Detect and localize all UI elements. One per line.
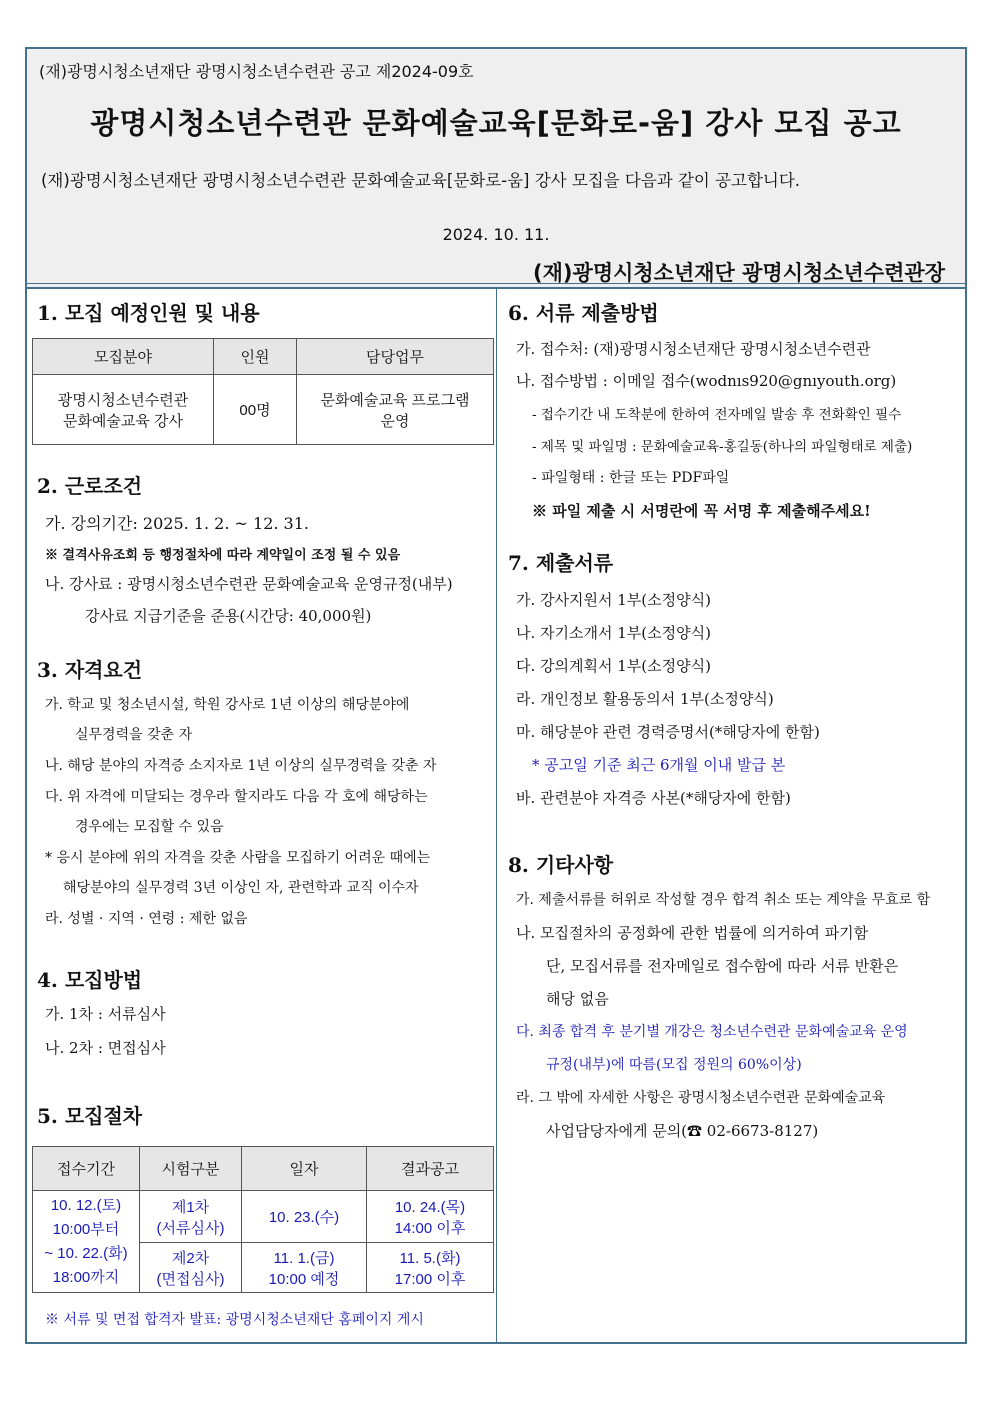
misc-line: 가. 제출서류를 허위로 작성할 경우 합격 취소 또는 계약을 무효로 함	[516, 892, 931, 908]
misc-line: 단, 모집서류를 전자메일로 접수함에 따라 서류 반환은	[546, 957, 899, 975]
doc-line: 바. 관련분야 자격증 사본(*해당자에 한함)	[516, 789, 791, 807]
intro-text: (재)광명시청소년재단 광명시청소년수련관 문화예술교육[문화로-움] 강사 모집을 다음과 같이 공고합니다.	[41, 171, 801, 190]
contact-line: 사업담당자에게 문의(☎ 02-6673-8127)	[546, 1122, 819, 1140]
section-8-heading: 8. 기타사항	[508, 853, 614, 877]
round2-date-l1: 11. 1.(금)	[273, 1249, 335, 1267]
th-field: 모집분야	[33, 339, 214, 375]
page-title: 광명시청소년수련관 문화예술교육[문화로-움] 강사 모집 공고	[90, 106, 902, 140]
duty-line1: 문화예술교육 프로그램	[320, 391, 470, 409]
qual-line: 가. 학교 및 청소년시설, 학원 강사로 1년 이상의 해당분야에	[45, 697, 410, 713]
round2-type-l1: 제2차	[171, 1249, 210, 1267]
fee-line2: 강사료 지급기준을 준용(시간당: 40,000원)	[85, 607, 372, 625]
cell-duty	[297, 375, 494, 445]
misc-line: 해당 없음	[546, 990, 609, 1008]
qual-line: 경우에는 모집할 수 있음	[75, 819, 224, 835]
notice-header	[27, 49, 965, 289]
fee-line1: 나. 강사료 : 광명시청소년수련관 문화예술교육 운영규정(내부)	[45, 575, 453, 593]
doc-line: 나. 자기소개서 1부(소정양식)	[516, 624, 711, 642]
submit-line: 나. 접수방법 : 이메일 접수(wodnıs920@gnıyouth.org)	[516, 372, 897, 390]
section-4-heading: 4. 모집방법	[37, 968, 143, 992]
submit-line: - 파일형태 : 한글 또는 PDF파일	[532, 470, 730, 486]
th-period: 접수기간	[33, 1147, 140, 1191]
period-line: 10:00부터	[52, 1220, 120, 1238]
round2-result-l1: 11. 5.(화)	[399, 1249, 461, 1267]
cell-field	[33, 375, 214, 445]
qual-line: 해당분야의 실무경력 3년 이상인 자, 관련학과 교직 이수자	[63, 880, 419, 896]
signer: (재)광명시청소년재단 광명시청소년수련관장	[533, 261, 945, 285]
qual-line: 나. 해당 분야의 자격증 소지자로 1년 이상의 실무경력을 갖춘 자	[45, 758, 437, 774]
misc-line-blue: 규정(내부)에 따름(모집 정원의 60%이상)	[546, 1057, 802, 1073]
recruit-table	[32, 338, 494, 445]
section-1-heading: 1. 모집 예정인원 및 내용	[37, 301, 260, 325]
doc-line: 가. 강사지원서 1부(소정양식)	[516, 591, 711, 609]
section-5-heading: 5. 모집절차	[37, 1104, 143, 1128]
result-note: ※ 서류 및 면접 합격자 발표: 광명시청소년재단 홈페이지 게시	[45, 1312, 424, 1328]
submit-line: - 접수기간 내 도착분에 한하여 전자메일 발송 후 전화확인 필수	[532, 407, 902, 423]
round1-result-l1: 10. 24.(목)	[394, 1198, 466, 1216]
qual-line: 다. 위 자격에 미달되는 경우라 할지라도 다음 각 호에 해당하는	[45, 789, 428, 805]
qual-line: * 응시 분야에 위의 자격을 갖춘 사람을 모집하기 어려운 때에는	[45, 850, 431, 866]
misc-line: 나. 모집절차의 공정화에 관한 법률에 의거하여 파기함	[516, 924, 869, 942]
submit-line: - 제목 및 파일명 : 문화예술교육-홍길동(하나의 파일형태로 제출)	[532, 439, 913, 455]
cell-count: 00명	[214, 375, 297, 445]
doc-line: 다. 강의계획서 1부(소정양식)	[516, 657, 711, 675]
cell-round2-result	[367, 1243, 494, 1293]
submit-line: 가. 접수처: (재)광명시청소년재단 광명시청소년수련관	[516, 340, 871, 358]
th-date: 일자	[242, 1147, 367, 1191]
round1-result-l2: 14:00 이후	[394, 1219, 466, 1237]
doc-blue-note: * 공고일 기준 최근 6개월 이내 발급 본	[532, 756, 786, 774]
method-line: 나. 2차 : 면접심사	[45, 1039, 166, 1057]
period-line: 10. 12.(토)	[50, 1196, 122, 1214]
cell-apply-period	[33, 1191, 140, 1293]
field-line1: 광명시청소년수련관	[57, 391, 189, 409]
round1-type-l1: 제1차	[171, 1198, 210, 1216]
cell-round1-result	[367, 1191, 494, 1243]
cell-round1-date: 10. 23.(수)	[242, 1191, 367, 1243]
cell-round2-type	[140, 1243, 242, 1293]
round1-type-l2: (서류심사)	[156, 1219, 225, 1237]
misc-line: 라. 그 밖에 자세한 사항은 광명시청소년수련관 문화예술교육	[516, 1090, 886, 1106]
th-type: 시험구분	[140, 1147, 242, 1191]
section-7-heading: 7. 제출서류	[508, 551, 614, 575]
cell-round2-date	[242, 1243, 367, 1293]
procedure-table	[32, 1146, 494, 1293]
th-duty: 담당업무	[297, 339, 494, 375]
notice-frame	[25, 47, 967, 1344]
notice-date: 2024. 10. 11.	[442, 225, 550, 244]
period-line: 18:00까지	[52, 1268, 120, 1286]
doc-line: 마. 해당분야 관련 경력증명서(*해당자에 한함)	[516, 723, 820, 741]
doc-line: 라. 개인정보 활용동의서 1부(소정양식)	[516, 690, 774, 708]
round2-type-l2: (면접심사)	[156, 1270, 225, 1288]
cell-round1-type	[140, 1191, 242, 1243]
section-6-heading: 6. 서류 제출방법	[508, 301, 659, 325]
duty-line2: 운영	[380, 412, 410, 430]
lecture-period: 가. 강의기간: 2025. 1. 2. ~ 12. 31.	[45, 514, 309, 533]
th-result: 결과공고	[367, 1147, 494, 1191]
sign-warning: ※ 파일 제출 시 서명란에 꼭 서명 후 제출해주세요!	[532, 502, 871, 520]
notice-number: (재)광명시청소년재단 광명시청소년수련관 공고 제2024-09호	[39, 62, 474, 81]
round2-date-l2: 10:00 예정	[268, 1270, 340, 1288]
period-line: ~ 10. 22.(화)	[44, 1244, 128, 1262]
misc-line-blue: 다. 최종 합격 후 분기별 개강은 청소년수련관 문화예술교육 운영	[516, 1024, 908, 1040]
round2-result-l2: 17:00 이후	[394, 1270, 466, 1288]
section-3-heading: 3. 자격요건	[37, 658, 143, 682]
qual-line: 라. 성별 · 지역 · 연령 : 제한 없음	[45, 911, 248, 927]
section-2-heading: 2. 근로조건	[37, 474, 143, 498]
header-divider	[27, 283, 965, 284]
method-line: 가. 1차 : 서류심사	[45, 1005, 166, 1023]
period-note: ※ 결격사유조회 등 행정절차에 따라 계약일이 조정 될 수 있음	[45, 548, 401, 563]
field-line2: 문화예술교육 강사	[62, 412, 184, 430]
th-count: 인원	[214, 339, 297, 375]
qual-line: 실무경력을 갖춘 자	[75, 727, 193, 743]
column-divider	[496, 289, 497, 1342]
